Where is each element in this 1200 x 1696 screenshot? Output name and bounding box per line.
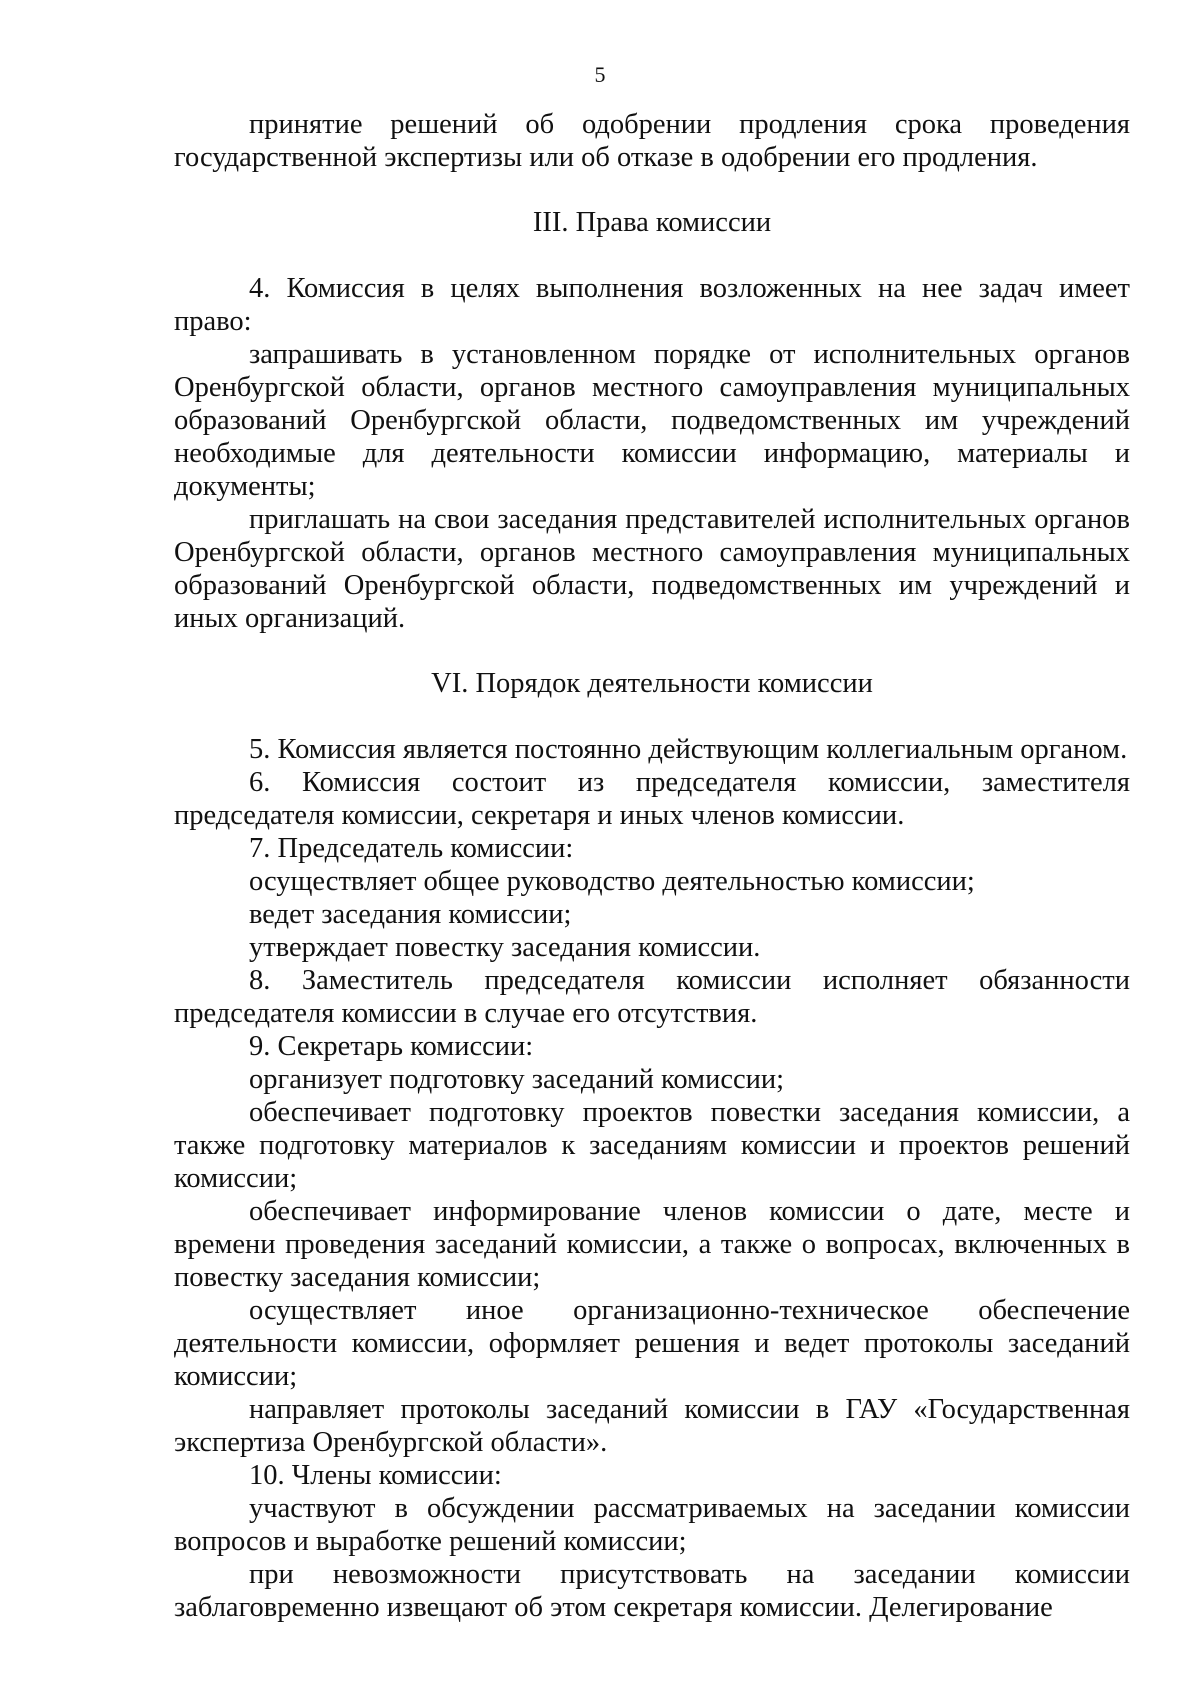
paragraph: утверждает повестку заседания комиссии. (249, 932, 761, 963)
paragraph: приглашать на свои заседания представителей исполнительных органов Оренбургской области, органов местного самоуправления муниципальных образований Оренбургской области, подведомственных им учреждений и иных организаций. (174, 504, 1130, 634)
document-body (174, 108, 1130, 1624)
paragraph: участвуют в обсуждении рассматриваемых на заседании комиссии вопросов и выработке решений комиссии; (174, 1493, 1130, 1557)
paragraph: обеспечивает информирование членов комиссии о дате, месте и времени проведения заседаний комиссии, а также о вопросах, включенных в повестку заседания комиссии; (174, 1196, 1130, 1293)
paragraph: 9. Секретарь комиссии: (249, 1031, 534, 1062)
paragraph: 10. Члены комиссии: (249, 1460, 502, 1491)
paragraph: при невозможности присутствовать на заседании комиссии заблаговременно извещают об этом секретаря комиссии. Делегирование (174, 1559, 1130, 1623)
paragraph: принятие решений об одобрении продления срока проведения государственной экспертизы или об отказе в одобрении его продления. (174, 109, 1130, 173)
paragraph: 5. Комиссия является постоянно действующим коллегиальным органом. (249, 734, 1128, 765)
section-heading-rights: III. Права комиссии (532, 207, 772, 238)
paragraph: организует подготовку заседаний комиссии; (249, 1064, 785, 1095)
paragraph: осуществляет общее руководство деятельностью комиссии; (249, 866, 975, 897)
section-heading-procedure: VI. Порядок деятельности комиссии (431, 668, 873, 699)
paragraph: 7. Председатель комиссии: (249, 833, 574, 864)
paragraph: ведет заседания комиссии; (249, 899, 572, 930)
paragraph: направляет протоколы заседаний комиссии в ГАУ «Государственная экспертиза Оренбургской области». (174, 1394, 1130, 1458)
paragraph: 8. Заместитель председателя комиссии исполняет обязанности председателя комиссии в случае его отсутствия. (174, 965, 1130, 1029)
paragraph: 4. Комиссия в целях выполнения возложенных на нее задач имеет право: (174, 273, 1130, 337)
paragraph: осуществляет иное организационно-техническое обеспечение деятельности комиссии, оформляет решения и ведет протоколы заседаний комиссии; (174, 1295, 1130, 1392)
page-number: 5 (594, 62, 606, 87)
paragraph: 6. Комиссия состоит из председателя комиссии, заместителя председателя комиссии, секретаря и иных членов комиссии. (174, 767, 1130, 831)
paragraph: запрашивать в установленном порядке от исполнительных органов Оренбургской области, органов местного самоуправления муниципальных образований Оренбургской области, подведомственных им учреждений необходимые для деятельности комиссии информацию, материалы и документы; (174, 339, 1130, 502)
paragraph: обеспечивает подготовку проектов повестки заседания комиссии, а также подготовку материалов к заседаниям комиссии и проектов решений комиссии; (174, 1097, 1130, 1194)
